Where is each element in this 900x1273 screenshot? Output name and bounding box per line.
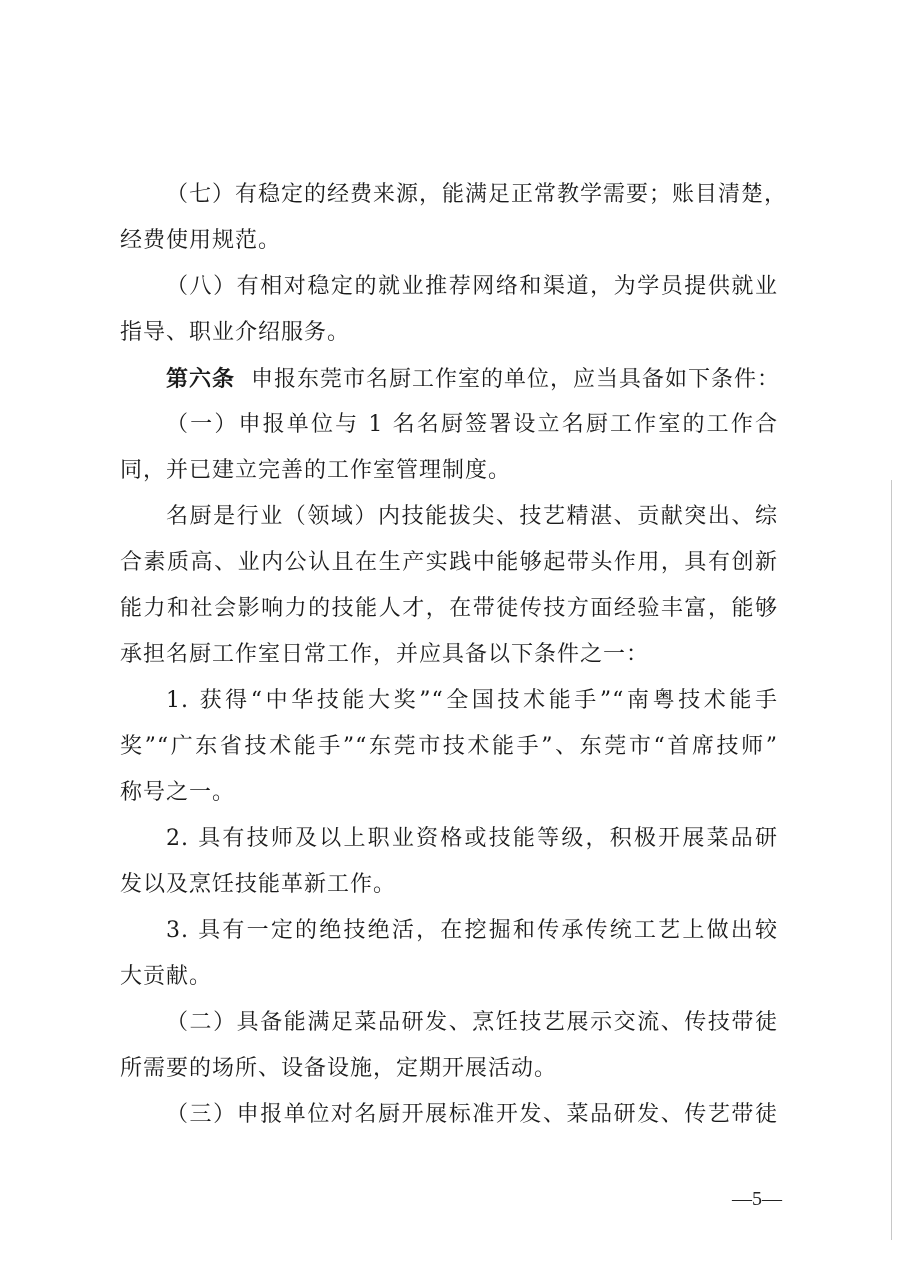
text-line: 奖”“广东省技术能手”“东莞市技术能手”、东莞市“首席技师” [120, 734, 778, 759]
text-line [120, 356, 781, 402]
paragraph-item-7 [120, 172, 788, 264]
text-line: 承担名厨工作室日常工作，并应具备以下条件之一： [120, 642, 650, 667]
text-line: 名厨是行业（领域）内技能拔尖、技艺精湛、贡献突出、综 [166, 504, 778, 529]
text-line: （八）有相对稳定的就业推荐网络和渠道，为学员提供就业 [166, 274, 778, 299]
text-line: 3. 具有一定的绝技绝活，在挖掘和传承传统工艺上做出较 [166, 918, 778, 943]
text-line: 同，并已建立完善的工作室管理制度。 [120, 458, 512, 483]
text-line: 合素质高、业内公认且在生产实践中能够起带头作用，具有创新 [120, 550, 778, 575]
paragraph-item-3 [120, 1092, 778, 1138]
text-line: 1. 获得“中华技能大奖”“全国技术能手”“南粤技术能手 [166, 688, 778, 713]
article-label: 第六条 [166, 366, 236, 392]
text-line: （二）具备能满足菜品研发、烹饪技艺展示交流、传技带徒 [166, 1010, 778, 1035]
paragraph-condition-1 [120, 678, 778, 816]
text-line: 2. 具有技师及以上职业资格或技能等级，积极开展菜品研 [166, 826, 778, 851]
text-line: 所需要的场所、设备设施，定期开展活动。 [120, 1056, 558, 1081]
text-line: 经费使用规范。 [120, 228, 282, 253]
text-line: 指导、职业介绍服务。 [120, 320, 351, 345]
text-line: 能力和社会影响力的技能人才，在带徒传技方面经验丰富，能够 [120, 596, 778, 621]
text-line: （一）申报单位与 1 名名厨签署设立名厨工作室的工作合 [166, 412, 778, 437]
paragraph-item-2 [120, 1000, 778, 1092]
paragraph-chef-definition [120, 494, 778, 678]
paragraph-item-1 [120, 402, 778, 494]
text-line: 称号之一。 [120, 780, 236, 805]
text-line: 大贡献。 [120, 964, 213, 989]
document-body [120, 172, 788, 1138]
paragraph-condition-2 [120, 816, 778, 908]
paragraph-article-6 [120, 356, 781, 402]
paragraph-condition-3 [120, 908, 778, 1000]
article-text: 申报东莞市名厨工作室的单位，应当具备如下条件： [251, 367, 781, 392]
text-line: （七）有稳定的经费来源，能满足正常教学需要；账目清楚， [166, 182, 788, 207]
scan-edge-line [891, 480, 892, 1240]
page-number: —5— [732, 1188, 782, 1210]
paragraph-item-8 [120, 264, 778, 356]
text-line: 发以及烹饪技能革新工作。 [120, 872, 397, 897]
text-line: （三）申报单位对名厨开展标准开发、菜品研发、传艺带徒 [166, 1102, 778, 1127]
